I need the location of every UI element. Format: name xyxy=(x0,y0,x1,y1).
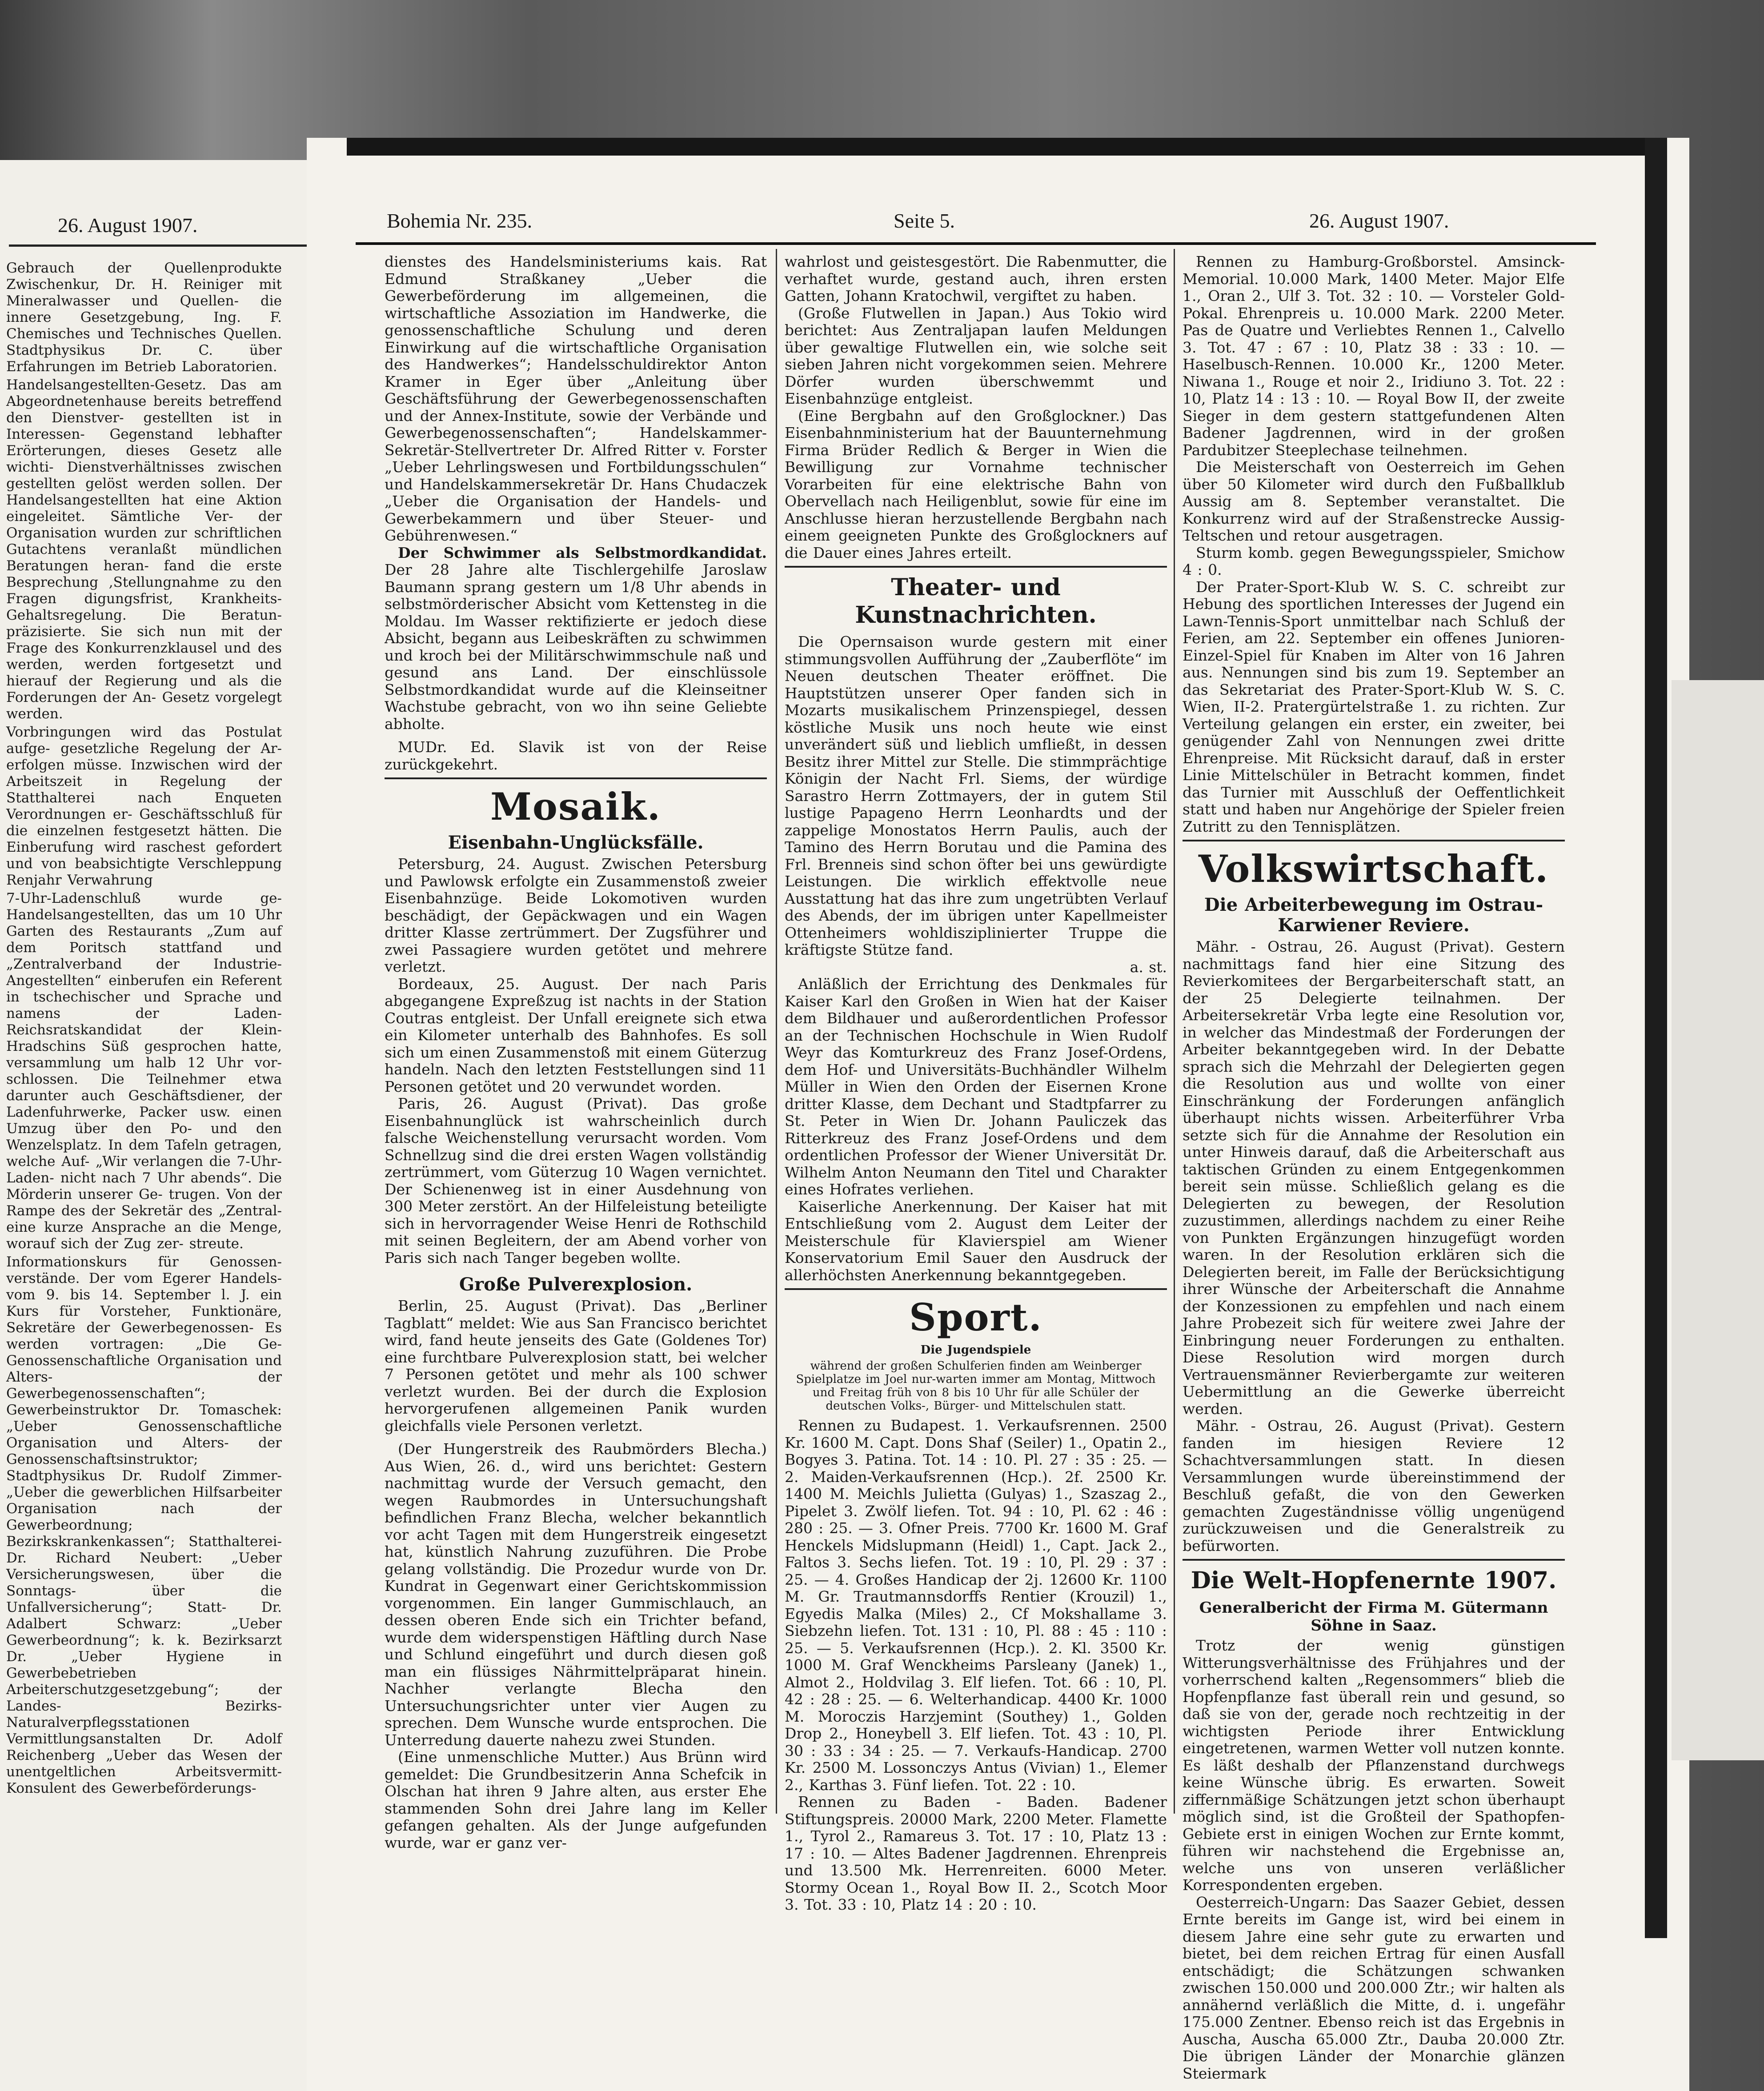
left-paragraph: Gebrauch der Quellenprodukte Zwischenkur, Dr. H. Reiniger mit Mineralwasser und Quellen- die innere Gesetzgebung, Ing. F. Chemisches und Technisches Quellen. Stadtphysikus Dr. C. über Erfahrungen im Betrieb Laboratorien. xyxy=(6,260,282,375)
paper-title: Bohemia Nr. 235. xyxy=(387,209,533,232)
column-rule xyxy=(776,249,777,1814)
binder-edge-right xyxy=(1645,138,1667,1938)
dispatch-ostrau-1: Mähr. - Ostrau, 26. August (Privat). Gestern nachmittags fand hier eine Sitzung des Revierkomitees der Bergarbeiterschaft statt, an der 25 Delegierte teilnahmen. Der Arbeitersekretär Vrba legte eine Resolution vor, in welcher das Mindestmaß der Forderungen der Arbeiter bekanntgegeben wird. In der Debatte sprach sich die Mehrzahl der Delegierten gegen die Resolution aus und wollte von einer Einschränkung der Forderungen anfänglich überhaupt nichts wissen. Arbeiterführer Vrba setzte sich für die Annahme der Resolution ein unter Hinweis darauf, daß die Arbeiterschaft aus taktischen Gründen zu einem Entgegenkommen bereit sein müsse. Schließlich gelang es die Delegierten zu bewegen, der Resolution zuzustimmen, allerdings nachdem zu einer Reihe von Punkten Ergänzungen hinzugefügt worden waren. In der Resolution erklären sich die Delegierten bereit, im Falle der Berücksichtigung ihrer Wünsche der Arbeiterschaft die Annahme der Konzessionen zu empfehlen und nach einem Jahre Probezeit sich für weitere zwei Jahre der Einbringung neuer Forderungen zu enthalten. Diese Resolution wird morgen durch Vertrauensmänner Revierbergamte zur weiteren Uebermittlung an die Gewerke überreicht werden. xyxy=(1183,938,1565,1418)
subheading-generalbericht: Generalbericht der Firma M. Gütermann Söhne in Saaz. xyxy=(1199,1599,1548,1634)
section-rule xyxy=(785,1288,1167,1290)
subheading-pulverexplosion: Große Pulverexplosion. xyxy=(459,1274,693,1295)
left-paragraph: 7-Uhr-Ladenschluß wurde ge- Handelsangestellten, das um 10 Uhr Garten des Restaurants „Zum auf dem Poritsch stattfand und „Zentralverband der Industrie-Angestellten“ einberufen ein Referent in tschechischer und Sprache und namens der Laden- Reichsratskandidat der Klein- Hradschins Süß gesprochen hatte, versammlung um halb 12 Uhr vor- schlossen. Die Teilnehmer etwa darunter auch Geschäftsdiener, der Ladenfuhrwerke, Packer usw. einen Umzug über den Po- und den Wenzelsplatz. In dem Tafeln getragen, welche Auf- „Wir verlangen die 7-Uhr-Laden- nicht nach 7 Uhr abends“. Die Mörderin unserer Ge- trugen. Von der Rampe des der Sekretär des „Zentral- eine kurze Ansprache an die Menge, worauf sich der Zug zer- streute. xyxy=(6,890,282,1252)
article-anerkennung: Kaiserliche Anerkennung. Der Kaiser hat mit Entschließung vom 2. August dem Leiter der Meisterschule für Klavierspiel am Wiener Konservatorium Emil Sauer den Ausdruck der allerhöchsten Anerkennung bekanntgegeben. xyxy=(785,1198,1167,1284)
left-page xyxy=(0,160,311,2091)
notice-jugendspiele: während der großen Schulferien finden am Weinberger Spielplatze im Joel nur-warten immer am Montag, Mittwoch und Freitag früh von 8 bis 10 Uhr für alle Schüler der deutschen Volks-, Bürger- und Mittelschulen statt. xyxy=(796,1359,1156,1413)
article-text: Der 28 Jahre alte Tischlergehilfe Jaroslaw Baumann sprang gestern um 1/8 Uhr abends in selbstmörderischer Absicht vom Kettensteg in die Moldau. Im Wasser rektifizierte er jedoch diese Absicht, begann aus Leibeskräften zu schwimmen und kroch bei der Militärschwimmschule naß und gesund ans Land. Der einschlüssole Selbstmordkandidat wurde auf die Kleinseitner Wachstube gebracht, von wo ihn seine Geliebte abholte. xyxy=(385,561,767,733)
left-paragraph: Handelsangestellten-Gesetz. Das am Abgeordnetenhause bereits betreffend den Dienstver- gestellten ist in Interessen- Gegenstand lebhafter Erörterungen, dieses Gesetz alle wichti- Dienstverhältnisses zwischen gestellten gelöst werden sollen. Der Handelsangestellten hat eine Aktion eingeleitet. Sämtliche Ver- der Organisation wurden zur schriftlichen Gutachtens veranlaßt mündlichen Beratungen heran- fand die erste Besprechung ,Stellungnahme zu den Fragen digungsfrist, Krankheits- Gehaltsregelung. Die Beratun- präzisierte. Sie sich nun mit der Frage des Konkurrenzklausel und des werden, werden fortgesetzt und hierauf der Regierung und als die Forderungen der An- Gesetz vorgelegt werden. xyxy=(6,377,282,722)
results-baden: Rennen zu Baden - Baden. Badener Stiftungspreis. 20000 Mark, 2200 Meter. Flamette 1., Tyrol 2., Ramareus 3. Tot. 17 : 10, Platz 13 : 17 : 10. — Altes Badener Jagdrennen. Ehrenpreis und 13.500 Mk. Herrenreiten. 6000 Meter. Stormy Ocean 1., Royal Bow II. 2., Scotch Moor 3. Tot. 33 : 10, Platz 14 : 20 : 10. xyxy=(785,1793,1167,1913)
column-1 xyxy=(385,253,767,1851)
notice-slavik: MUDr. Ed. Slavik ist von der Reise zurückgekehrt. xyxy=(385,738,767,773)
left-paragraph: Vorbringungen wird das Postulat aufge- gesetzliche Regelung der Ar- erfolgen müsse. Inzwischen wird der Arbeitszeit in Regelung der Statthalterei nach Enqueten Verordnungen er- Geschäftsschluß für die einzelnen festgesetzt hätten. Die Einberufung wird raschest gefordert und von beabsichtigte Verschleppung Renjahr Verwahrung xyxy=(6,724,282,888)
article-prater: Der Prater-Sport-Klub W. S. C. schreibt zur Hebung des sportlichen Interesses der Jugend ein Lawn-Tennis-Sport unmittelbar nach Schluß der Ferien, am 22. September ein offenes Junioren-Einzel-Spiel für Knaben im Alter von 16 Jahren aus. Nennungen sind bis zum 19. September an das Sekretariat des Prater-Sport-Klub W. S. C. Wien, II-2. Pratergürtelstraße 1. zu richten. Zur Verteilung gelangen ein erster, ein zweiter, bei genügender Zahl von Nennungen zwei dritte Ehrenpreise. Mit Rücksicht darauf, daß in erster Linie Mittelschüler in Betracht kommen, findet das Turnier mit Ausschluß der Oeffentlichkeit statt und haben nur Angehörige der Spieler freien Zutritt zu den Tennisplätzen. xyxy=(1183,578,1565,835)
section-rule xyxy=(1183,840,1565,841)
column-rule xyxy=(1174,249,1175,1814)
dispatch-berlin: Berlin, 25. August (Privat). Das „Berliner Tagblatt“ meldet: Wie aus San Francisco berichtet wird, fand heute jenseits des Gate (Goldenes Tor) eine furchtbare Pulverexplosion statt, bei welcher 7 Personen getötet und mehr als 100 schwer verletzt wurden. Bei der durch die Explosion hervorgerufenen allgemeinen Panik wurden gleichfalls viele Personen verletzt. xyxy=(385,1297,767,1434)
article-grossglockner: (Eine Bergbahn auf den Großglockner.) Das Eisenbahnministerium hat der Bauunternehmung Firma Brüder Redlich & Berger in Wien die Bewilligung zur Vornahme technischer Vorarbeiten für eine elektrische Bahn von Obervellach nach Heiligenblut, sowie für eine im Anschlusse hieran herzustellende Bergbahn nach einem geeigneten Punkte des Großglockners auf die Dauer eines Jahres erteilt. xyxy=(785,407,1167,561)
results-budapest: Rennen zu Budapest. 1. Verkaufsrennen. 2500 Kr. 1600 M. Capt. Dons Shaf (Seiler) 1., Opatin 2., Bogyes 3. Patina. Tot. 14 : 10. Pl. 27 : 35 : 25. — 2. Maiden-Verkaufsrennen (Hcp.). 2f. 2500 Kr. 1400 M. Meichls Julietta (Gulyas) 1., Szaszag 2., Pipelet 3. Zwölf liefen. Tot. 94 : 10, Pl. 62 : 46 : 280 : 25. — 3. Ofner Preis. 7700 Kr. 1600 M. Graf Henckels Midslupmann (Heidl) 1., Capt. Jack 2., Faltos 3. Sechs liefen. Tot. 19 : 10, Pl. 29 : 37 : 25. — 4. Großes Handicap der 2j. 12600 Kr. 1100 M. Gr. Trautmannsdorffs Rentier (Krouzil) 1., Egyedis Malka (Miles) 2., Cf Mokshallame 3. Siebzehn liefen. Tot. 131 : 10, Pl. 88 : 45 : 110 : 25. — 5. Verkaufsrennen (Hcp.). 2. Kl. 3500 Kr. 1000 M. Graf Wenckheims Parsleany (Janek) 1., Almot 2., Holdvilag 3. Elf liefen. Tot. 66 : 10, Pl. 42 : 28 : 25. — 6. Welterhandicap. 4400 Kr. 1000 M. Moroczis Harzjemint (Southey) 1., Golden Drop 2., Honeybell 3. Elf liefen. Tot. 43 : 10, Pl. 30 : 33 : 34 : 25. — 7. Verkaufs-Handicap. 2700 Kr. 2500 M. Lossonczys Antus (Vivian) 1., Elemer 2., Karthas 3. Fünf liefen. Tot. 22 : 10. xyxy=(785,1417,1167,1794)
section-title-mosaik: Mosaik. xyxy=(490,785,662,829)
next-page-edge xyxy=(1672,680,1764,1760)
section-title-volkswirtschaft: Volkswirtschaft. xyxy=(1198,847,1549,891)
section-rule xyxy=(1183,1559,1565,1561)
dispatch-ostrau-2: Mähr. - Ostrau, 26. August (Privat). Gestern fanden im hiesigen Reviere 12 Schachtversammlungen statt. In diesen Versammlungen wurde übereinstimmend der Beschluß gefaßt, die von den Gewerken gemachten Zugeständnisse völlig ungenügend zurückzuweisen und die Generalstreik zu befürworten. xyxy=(1183,1417,1565,1554)
binder-edge-top xyxy=(347,138,1663,156)
article-japan: (Große Flutwellen in Japan.) Aus Tokio wird berichtet: Aus Zentraljapan laufen Meldungen über gewaltige Flutwellen ein, wie solche seit sieben Jahren nicht vorgekommen seien. Mehrere Dörfer wurden überschwemmt und Eisenbahnzüge entgleist. xyxy=(785,304,1167,407)
section-title-sport: Sport. xyxy=(909,1295,1042,1339)
article-schwimmer xyxy=(385,545,767,733)
section-rule xyxy=(785,566,1167,568)
left-header-rule xyxy=(9,244,307,247)
issue-date: 26. August 1907. xyxy=(1309,209,1449,232)
subheading-eisenbahn: Eisenbahn-Unglücksfälle. xyxy=(448,832,704,853)
results-hamburg: Rennen zu Hamburg-Großborstel. Amsinck-Memorial. 10.000 Mark, 1400 Meter. Major Elfe 1., Oran 2., Ulf 3. Tot. 32 : 10. — Vorsteler Gold-Pokal. Ehrenpreis u. 10.000 Mark. 2200 Meter. Pas de Quatre und Verliebtes Rennen 1., Calvello 3. Tot. 47 : 67 : 10, Platz 38 : 33 : 10. — Haselbusch-Rennen. 10.000 Kr., 1200 Meter. Niwana 1., Rouge et noir 2., Iridiuno 3. Tot. 22 : 10, Platz 14 : 13 : 10. — Royal Bow II, der zweite Sieger in dem gestern stattgefundenen Alten Badener Jagdrennen, wird in der großen Pardubitzer Steeplechase teilnehmen. xyxy=(1183,253,1565,459)
column-2 xyxy=(785,253,1167,1914)
article-denkmal: Anläßlich der Errichtung des Denkmales für Kaiser Karl den Großen in Wien hat der Kaiser dem Bildhauer und außerordentlichen Professor an der Technischen Hochschule in Wien Rudolf Weyr das Komturkreuz des Franz Josef-Ordens, dem Hof- und Universitäts-Buchhändler Wilhelm Müller in Wien den Orden der Eisernen Krone dritter Klasse, dem Dechant und Stadtpfarrer zu St. Peter in Wien Dr. Johann Pauliczek das Ritterkreuz des Franz Josef-Ordens und dem ordentlichen Professor der Wiener Universität Dr. Wilhelm Anton Neumann den Titel und Charakter eines Hofrates verliehen. xyxy=(785,975,1167,1198)
article-oper: Die Opernsaison wurde gestern mit einer stimmungsvollen Aufführung der „Zauberflöte“ im Neuen deutschen Theater eröffnet. Die Hauptstützen unserer Oper fanden sich in Mozarts musikalischem Prinzenspiegel, dessen köstliche Musik uns noch heute wie einst unverändert süß und lieblich umfließt, in dessen Besitz ihrer Mittel zur Stelle. Die stimmprächtige Königin der Nacht Frl. Siems, der würdige Sarastro Herrn Zottmayers, der in gutem Stil lustige Papageno Herrn Leonhardts und der zappelige Monostatos Herrn Paulis, auch der Tamino des Herrn Borutau und die Pamina des Frl. Brenneis sind schon öfter bei uns gewürdigte Leistungen. Die wirklich effektvolle neue Ausstattung hat das ihre zum ungetrübten Verlauf des Abends, der im übrigen unter Kapellmeister Ottenheimers wohldisziplinierter Truppe die kräftigste Stütze fand. xyxy=(785,633,1167,958)
article-meisterschaft: Die Meisterschaft von Oesterreich im Gehen über 50 Kilometer wird durch den Fußballklub Aussig am 8. September veranstaltet. Die Konkurrenz wird auf der Straßenstrecke Aussig-Teltschen und retour ausgetragen. xyxy=(1183,458,1565,544)
left-paragraph: Informationskurs für Genossen- verstände. Der vom Egerer Handels- vom 9. bis 14. September l. J. ein Kurs für Vorsteher, Funktionäre, Sekretäre der Gewerbegenossen- Es werden vortragen: „Die Ge- Genossenschaftliche Organisation und Alters- der Gewerbegenossenschaften“; Gewerbeinstruktor Dr. Tomaschek: „Ueber Genossenschaftliche Organisation und Alters- der Genossenschaftsinstruktor; Stadtphysikus Dr. Rudolf Zimmer- „Ueber die gewerblichen Hilfsarbeiter Organisation nach der Gewerbeordnung; Bezirkskrankenkassen“; Statthalterei- Dr. Richard Neubert: „Ueber Versicherungswesen, über die Sonntags- über die Unfallversicherung“; Statt- Dr. Adalbert Schwarz: „Ueber Gewerbeordnung“; k. k. Bezirksarzt Dr. „Ueber Hygiene in Gewerbebetrieben Arbeiterschutzgesetzgebung“; der Landes- Bezirks-Naturalverpflegsstationen Vermittlungsanstalten Dr. Adolf Reichenberg „Ueber das Wesen der unentgeltlichen Arbeitsvermitt- Konsulent des Gewerbeförderungs- xyxy=(6,1254,282,1796)
dispatch-petersburg: Petersburg, 24. August. Zwischen Petersburg und Pawlowsk erfolgte ein Zusammenstoß zweier Eisenbahnzüge. Beide Lokomotiven wurden beschädigt, der Gepäckwagen und ein Wagen dritter Klasse zertrümmert. Der Zugsführer und zwei Passagiere wurden getötet und mehrere verletzt. xyxy=(385,855,767,975)
page-number: Seite 5. xyxy=(894,209,955,232)
result-sturm: Sturm komb. gegen Bewegungsspieler, Smichow 4 : 0. xyxy=(1183,544,1565,578)
article-hopfen: Trotz der wenig günstigen Witterungsverhältnisse des Frühjahres und der vorherrschend kalten „Regensommers“ blieb die Hopfenpflanze fast überall rein und gesund, so daß sie von der, gerade noch rechtzeitig in der wichtigsten Periode ihrer Entwicklung eingetretenen, warmen Wetter voll nutzen konnte. Es läßt deshalb der Pflanzenstand durchwegs keine Wünsche übrig. Es erwarten. Soweit ziffernmäßige Schätzungen jetzt schon überhaupt möglich sind, ist die Großteil der Spathopfen-Gebiete erst in einigen Wochen zur Ernte kommt, führen wir nachstehend die Ergebnisse an, welche uns von unseren verläßlicher Korrespondenten ergeben. xyxy=(1183,1637,1565,1894)
left-page-text xyxy=(6,260,282,1799)
article-mutter: (Eine unmenschliche Mutter.) Aus Brünn wird gemeldet: Die Grundbesitzerin Anna Schefcik in Olschan hat ihren 9 Jahre alten, aus erster Ehe stammenden Sohn drei Jahre lang im Keller gefangen gehalten. Als der Junge aufgefunden wurde, war er ganz ver- xyxy=(385,1748,767,1851)
article-signature: a. st. xyxy=(1130,958,1167,976)
section-title-hopfenernte: Die Welt-Hopfenernte 1907. xyxy=(1191,1567,1557,1594)
dispatch-bordeaux: Bordeaux, 25. August. Der nach Paris abgegangene Expreßzug ist nachts in der Station Coutras entgleist. Der Unfall ereignete sich etwa ein Kilometer unterhalb des Bahnhofes. Es soll sich um einen Zusammenstoß mit einem Güterzug handeln. Nach den letzten Feststellungen sind 11 Personen getötet und 20 verwundet worden. xyxy=(385,975,767,1095)
dispatch-paris: Paris, 26. August (Privat). Das große Eisenbahnunglück ist wahrscheinlich durch falsche Weichenstellung verursacht worden. Vom Schnellzug sind die drei ersten Wagen vollständig zertrümmert, vom Güterzug 10 Wagen vernichtet. Der Schienenweg ist in einer Ausdehnung von 300 Meter zerstört. An der Hilfeleistung beteiligte sich in hervorragender Weise Henri de Rothschild mit seinen Begleitern, der am Abend vorher von Paris sich nach Tanger begeben wollte. xyxy=(385,1095,767,1266)
article-headline: Der Schwimmer als Selbstmordkandidat. xyxy=(398,544,767,561)
article-oesterreich-ungarn: Oesterreich-Ungarn: Das Saazer Gebiet, dessen Ernte bereits im Gange ist, wird bei einem in diesem Jahre eine sehr gute zu erwarten und bietet, bei dem reichen Ertrag für einen Ausfall entschädigt; die Schätzungen schwanken zwischen 150.000 und 200.000 Ztr.; wir halten als annähernd verläßlich die Mitte, d. i. ungefähr 175.000 Zentner. Ebenso reich ist das Ergebnis in Auscha, Auscha 65.000 Ztr., Dauba 20.000 Ztr. Die übrigen Länder der Monarchie glänzen Steiermark xyxy=(1183,1893,1565,2082)
section-title-theater: Theater- und Kunstnachrichten. xyxy=(855,574,1097,629)
header-rule xyxy=(356,242,1596,245)
article-hungerstreik: (Der Hungerstreik des Raubmörders Blecha.) Aus Wien, 26. d., wird uns berichtet: Gestern nachmittag wurde der Versuch gemacht, den wegen Raubmordes in Untersuchungshaft befindlichen Franz Blecha, welcher bekanntlich vor acht Tagen mit dem Hungerstreik eingesetzt hat, künstlich Nahrung zuzuführen. Die Probe gelang vollständig. Die Prozedur wurde von Dr. Kundrat in Gegenwart einer Gerichtskommission vorgenommen. Ein langer Gummischlauch, an dessen oberen Ende sich ein Trichter befand, wurde dem widerspenstigen Häftling durch Nase und Schlund eingeführt und durch diesen goß man ein flüssiges Nährmittelpräparat hinein. Nachher verlangte Blecha den Untersuchungsrichter unter vier Augen zu sprechen. Dem Wunsche wurde entsprochen. Die Unterredung dauerte nahezu zwei Stunden. xyxy=(385,1440,767,1749)
section-rule xyxy=(385,777,767,779)
subheading-arbeiterbewegung: Die Arbeiterbewegung im Ostrau-Karwiener Reviere. xyxy=(1204,894,1544,936)
article-text: wahrlost und geistesgestört. Die Rabenmutter, die verhaftet wurde, gestand auch, ihren ersten Gatten, Johann Kratochwil, vergiftet zu haben. xyxy=(785,253,1167,304)
article-text: dienstes des Handelsministeriums kais. Rat Edmund Straßkaney „Ueber die Gewerbeförderung im allgemeinen, die wirtschaftliche Assoziation im Handwerke, die genossenschaftliche Schulung und deren Einwirkung auf die wirtschaftliche Organisation des Handwerkes“; Handelsschuldirektor Anton Kramer in Eger über „Anleitung über Geschäftsführung der Gewerbegenossenschaften und der Annex-Institute, sowie der Verbände und Gewerbegenossenschaften“; Handelskammer-Sekretär-Stellvertreter Dr. Alfred Ritter v. Forster „Ueber Lehrlingswesen und Fortbildungsschulen“ und Handelskammersekretär Dr. Hans Chudaczek „Ueber die Organisation der Handels- und Gewerbekammern und über Steuer- und Gebührenwesen.“ xyxy=(385,253,767,544)
subheading-jugendspiele: Die Jugendspiele xyxy=(920,1343,1031,1357)
column-3 xyxy=(1183,253,1565,2082)
left-page-date: 26. August 1907. xyxy=(58,214,198,236)
